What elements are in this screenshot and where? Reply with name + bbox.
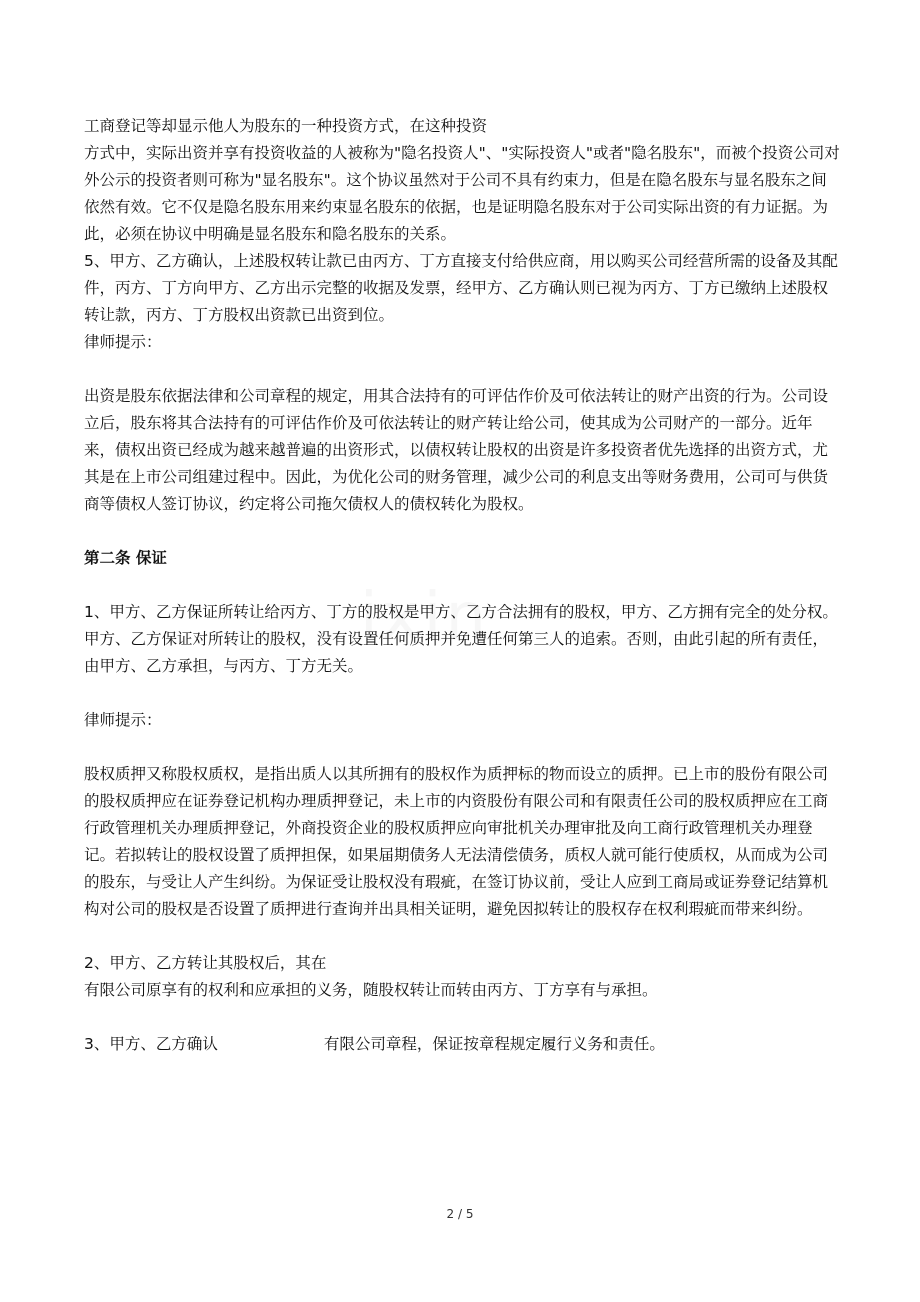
paragraph-item-3 xyxy=(84,1031,840,1058)
paragraph-line: 工商登记等却显示他人为股东的一种投资方式，在这种投资 xyxy=(84,117,488,135)
paragraph-item-2-line2: 有限公司原享有的权利和应承担的义务，随股权转让而转由丙方、丁方享有与承担。 xyxy=(84,981,658,999)
watermark: ixin xyxy=(360,580,490,654)
lawyer-tip-body: 股权质押又称股权质权，是指出质人以其所拥有的股权作为质押标的物而设立的质押。已上市的股份有限公司的股权质押应在证券登记机构办理质押登记，未上市的内资股份有限公司和有限责任公司的股权质押应在工商行政管理机关办理质押登记，外商投资企业的股权质押应向审批机关办理审批及向工商行政管理机关办理登记。若拟转让的股权设置了质押担保，如果届期债务人无法清偿债务，质权人就可能行使质权，从而成为公司的股东，与受让人产生纠纷。为保证受让股权没有瑕疵，在签订协议前，受让人应到工商局或证券登记结算机构对公司的股权是否设置了质押进行查询并出具相关证明，避免因拟转让的股权存在权利瑕疵而带来纠纷。 xyxy=(84,765,829,918)
paragraph-item-1: 1、甲方、乙方保证所转让给丙方、丁方的股权是甲方、乙方合法拥有的股权，甲方、乙方拥有完全的处分权。甲方、乙方保证对所转让的股权，没有设置任何质押并免遭任何第三人的追索。否则，由此引起的所有责任，由甲方、乙方承担，与丙方、丁方无关。 xyxy=(84,603,838,675)
page-number: 2 / 5 xyxy=(446,1207,474,1221)
document-body xyxy=(84,113,840,1058)
lawyer-tip-label: 律师提示： xyxy=(84,333,162,351)
paragraph-item-5: 5、甲方、乙方确认，上述股权转让款已由丙方、丁方直接支付给供应商，用以购买公司经营所需的设备及其配件，丙方、丁方向甲方、乙方出示完整的收据及发票，经甲方、乙方确认则已视为丙方、丁方已缴纳上述股权转让款，丙方、丁方股权出资款已出资到位。 xyxy=(84,252,838,324)
item-3-start: 3、甲方、乙方确认 xyxy=(84,1035,218,1053)
lawyer-tip-label: 律师提示： xyxy=(84,711,162,729)
item-3-end: 有限公司章程，保证按章程规定履行义务和责任。 xyxy=(323,1035,665,1053)
paragraph: 方式中，实际出资并享有投资收益的人被称为"隐名投资人"、"实际投资人"或者"隐名股东"，而被个投资公司对外公示的投资者则可称为"显名股东"。这个协议虽然对于公司不具有约束力，但是在隐名股东与显名股东之间依然有效。它不仅是隐名股东用来约束显名股东的依据，也是证明隐名股东对于公司实际出资的有力证据。为此，必须在协议中明确是显名股东和隐名股东的关系。 xyxy=(84,144,840,243)
paragraph-item-2-line1: 2、甲方、乙方转让其股权后，其在 xyxy=(84,954,327,972)
lawyer-tip-body: 出资是股东依据法律和公司章程的规定，用其合法持有的可评估作价及可依法转让的财产出资的行为。公司设立后，股东将其合法持有的可评估作价及可依法转让的财产转让给公司，使其成为公司财产的一部分。近年来，债权出资已经成为越来越普遍的出资形式，以债权转让股权的出资是许多投资者优先选择的出资方式，尤其是在上市公司组建过程中。因此，为优化公司的财务管理，减少公司的利息支出等财务费用，公司可与供货商等债权人签订协议，约定将公司拖欠债权人的债权转化为股权。 xyxy=(84,387,829,513)
article-heading: 第二条 保证 xyxy=(84,549,167,567)
